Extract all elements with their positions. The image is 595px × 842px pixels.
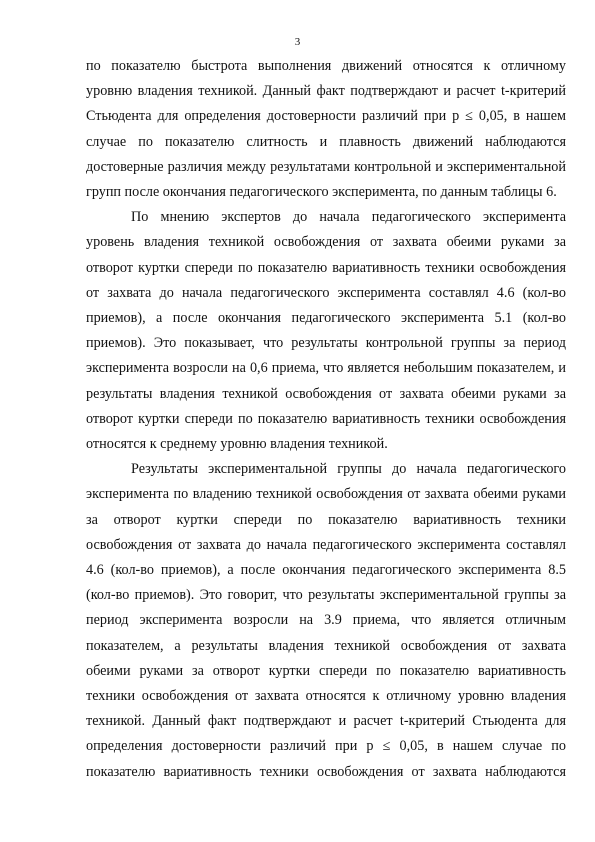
text-line: освобождения от захвата до начала педагогического эксперимента составлял bbox=[86, 536, 566, 553]
text-line: приемов), а после окончания педагогического эксперимента 5.1 (кол-во bbox=[86, 310, 566, 327]
text-line: отворот куртки спереди по показателю вариативность техники освобождения bbox=[86, 410, 566, 427]
text-line: техникой. Данный факт подтверждают и расчет t-критерий Стьюдента для bbox=[86, 713, 566, 730]
text-line: 4.6 (кол-во приемов), а после окончания педагогического эксперимента 8.5 bbox=[86, 562, 566, 579]
text-line: эксперимента возросли на 0,6 приема, что является небольшим показателем, и bbox=[86, 360, 566, 377]
text-line: по показателю быстрота выполнения движений относятся к отличному bbox=[86, 58, 566, 74]
text-line: Результаты экспериментальной группы до начала педагогического bbox=[131, 461, 566, 478]
text-line: за отворот куртки спереди по показателю вариативность техники bbox=[86, 511, 566, 528]
text-line: эксперимента по владению техникой освобождения от захвата обеими руками bbox=[86, 486, 566, 503]
text-line: период эксперимента возросли на 3.9 приема, что является отличным bbox=[86, 612, 566, 629]
text-line: обеими руками за отворот куртки спереди по показателю вариативность bbox=[86, 662, 566, 679]
text-line: групп после окончания педагогического эксперимента, по данным таблицы 6. bbox=[86, 184, 557, 201]
text-line: от захвата до начала педагогического эксперимента составлял 4.6 (кол-во bbox=[86, 284, 566, 301]
text-line: техники освобождения от захвата относятся к отличному уровню владения bbox=[86, 688, 566, 705]
text-line: (кол-во приемов). Это говорит, что результаты экспериментальной группы за bbox=[86, 587, 566, 604]
text-line: случае по показателю слитность и плавность движений наблюдаются bbox=[86, 133, 566, 150]
text-line: результаты владения техникой освобождения от захвата обеими руками за bbox=[86, 385, 566, 402]
text-line: уровню владения техникой. Данный факт подтверждают и расчет t-критерий bbox=[86, 83, 566, 100]
text-line: Стьюдента для определения достоверности различий при p ≤ 0,05, в нашем bbox=[86, 108, 566, 125]
text-line: определения достоверности различий при p ≤ 0,05, в нашем случае по bbox=[86, 738, 566, 755]
text-line: показателем, а результаты владения техникой освобождения от захвата bbox=[86, 637, 566, 654]
text-line: относятся к среднему уровню владения техникой. bbox=[86, 436, 388, 453]
text-line: показателю вариативность техники освобождения от захвата наблюдаются bbox=[86, 763, 566, 780]
text-line: уровень владения техникой освобождения от захвата обеими руками за bbox=[86, 234, 566, 251]
page-number: 3 bbox=[294, 36, 301, 48]
text-line: отворот куртки спереди по показателю вариативность техники освобождения bbox=[86, 259, 566, 276]
text-line: приемов). Это показывает, что результаты контрольной группы за период bbox=[86, 335, 566, 352]
body-text bbox=[86, 54, 566, 785]
text-line: По мнению экспертов до начала педагогического эксперимента bbox=[131, 209, 566, 226]
text-line: достоверные различия между результатами контрольной и экспериментальной bbox=[86, 158, 566, 175]
